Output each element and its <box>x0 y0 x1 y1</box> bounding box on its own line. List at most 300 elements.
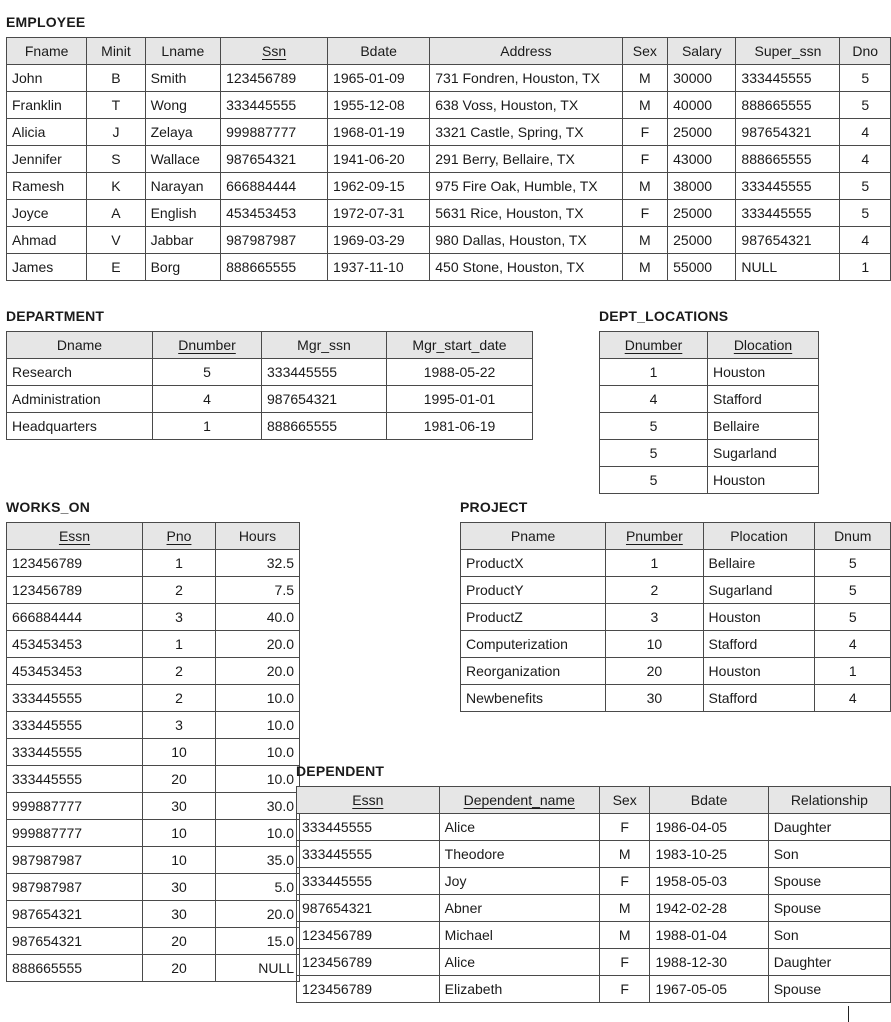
employee-cell-salary: 43000 <box>668 146 736 173</box>
employee-cell-lname: Zelaya <box>145 119 221 146</box>
project-cell-plocation: Stafford <box>703 685 815 712</box>
works-on-cell-hours: 10.0 <box>216 820 300 847</box>
dept-locations-cell-dlocation: Sugarland <box>708 440 819 467</box>
employee-cell-address: 5631 Rice, Houston, TX <box>430 200 622 227</box>
department-row <box>7 386 533 413</box>
department-cell-mgr-ssn: 987654321 <box>262 386 387 413</box>
project-table <box>460 522 891 712</box>
project-cell-plocation: Stafford <box>703 631 815 658</box>
employee-col-lname <box>145 38 221 65</box>
employee-cell-dno: 1 <box>840 254 891 281</box>
works-on-cell-hours: 10.0 <box>216 712 300 739</box>
works-on-cell-pno: 30 <box>143 901 216 928</box>
employee-cell-salary: 25000 <box>668 227 736 254</box>
dept-locations-cell-dlocation: Bellaire <box>708 413 819 440</box>
dependent-cell-essn: 333445555 <box>297 841 440 868</box>
works-on-cell-essn: 987987987 <box>7 847 143 874</box>
employee-cell-salary: 25000 <box>668 200 736 227</box>
dept-locations-table <box>599 331 819 494</box>
employee-row <box>7 227 891 254</box>
project-cell-pnumber: 2 <box>606 577 703 604</box>
employee-cell-fname: James <box>7 254 87 281</box>
project-row <box>461 604 891 631</box>
department-row <box>7 359 533 386</box>
employee-cell-fname: Jennifer <box>7 146 87 173</box>
project-cell-pname: ProductX <box>461 550 606 577</box>
project-cell-pname: ProductY <box>461 577 606 604</box>
employee-col-label: Sex <box>632 43 657 59</box>
project-cell-plocation: Sugarland <box>703 577 815 604</box>
dept-locations-cell-dlocation: Stafford <box>708 386 819 413</box>
employee-cell-fname: John <box>7 65 87 92</box>
dept-locations-cell-dnumber: 1 <box>600 359 708 386</box>
works-on-row <box>7 955 300 982</box>
employee-cell-sex: M <box>622 227 668 254</box>
corner-mark <box>848 1006 849 1022</box>
employee-cell-minit: S <box>87 146 145 173</box>
employee-cell-ssn: 888665555 <box>221 254 328 281</box>
project-cell-plocation: Houston <box>703 658 815 685</box>
employee-cell-bdate: 1937-11-10 <box>328 254 430 281</box>
employee-col-label: Dno <box>852 43 879 59</box>
employee-cell-dno: 4 <box>840 146 891 173</box>
employee-cell-lname: English <box>145 200 221 227</box>
works-on-row <box>7 874 300 901</box>
employee-col-super-ssn <box>736 38 840 65</box>
employee-col-fname <box>7 38 87 65</box>
employee-cell-super-ssn: 987654321 <box>736 119 840 146</box>
project-cell-plocation: Houston <box>703 604 815 631</box>
works-on-col-hours <box>216 523 300 550</box>
dept-locations-cell-dlocation: Houston <box>708 359 819 386</box>
employee-col-label: Fname <box>24 43 69 59</box>
employee-cell-minit: V <box>87 227 145 254</box>
dependent-row <box>297 976 891 1003</box>
works-on-cell-hours: 5.0 <box>216 874 300 901</box>
works-on-row <box>7 712 300 739</box>
dependent-cell-sex: F <box>599 949 650 976</box>
employee-col-dno <box>840 38 891 65</box>
employee-cell-sex: M <box>622 92 668 119</box>
project-cell-pname: Computerization <box>461 631 606 658</box>
dependent-cell-essn: 987654321 <box>297 895 440 922</box>
dependent-cell-dependent-name: Theodore <box>439 841 599 868</box>
employee-col-label: Lname <box>161 43 205 59</box>
works-on-cell-essn: 453453453 <box>7 658 143 685</box>
employee-cell-salary: 30000 <box>668 65 736 92</box>
works-on-cell-hours: 35.0 <box>216 847 300 874</box>
employee-cell-sex: F <box>622 146 668 173</box>
works-on-cell-essn: 123456789 <box>7 550 143 577</box>
dependent-cell-bdate: 1988-12-30 <box>650 949 768 976</box>
employee-cell-bdate: 1969-03-29 <box>328 227 430 254</box>
works-on-cell-essn: 123456789 <box>7 577 143 604</box>
employee-row <box>7 92 891 119</box>
project-cell-pname: Newbenefits <box>461 685 606 712</box>
employee-cell-address: 980 Dallas, Houston, TX <box>430 227 622 254</box>
department-col-dnumber <box>153 332 262 359</box>
works-on-cell-hours: 20.0 <box>216 631 300 658</box>
department-col-mgr-ssn <box>262 332 387 359</box>
employee-cell-address: 450 Stone, Houston, TX <box>430 254 622 281</box>
dependent-cell-relationship: Spouse <box>768 976 890 1003</box>
works-on-table <box>6 522 300 982</box>
employee-cell-lname: Wong <box>145 92 221 119</box>
employee-cell-dno: 5 <box>840 200 891 227</box>
works-on-row <box>7 604 300 631</box>
employee-row <box>7 65 891 92</box>
department-row <box>7 413 533 440</box>
dependent-row <box>297 868 891 895</box>
works-on-cell-pno: 10 <box>143 847 216 874</box>
works-on-cell-hours: 40.0 <box>216 604 300 631</box>
employee-row <box>7 254 891 281</box>
works-on-row <box>7 658 300 685</box>
works-on-row <box>7 631 300 658</box>
employee-cell-bdate: 1962-09-15 <box>328 173 430 200</box>
dept-locations-row <box>600 359 819 386</box>
works-on-cell-essn: 333445555 <box>7 685 143 712</box>
department-cell-mgr-ssn: 888665555 <box>262 413 387 440</box>
dependent-col-label: Dependent_name <box>463 792 575 808</box>
employee-header-row <box>7 38 891 65</box>
dependent-cell-relationship: Son <box>768 922 890 949</box>
employee-cell-super-ssn: 987654321 <box>736 227 840 254</box>
employee-cell-sex: M <box>622 65 668 92</box>
employee-cell-address: 975 Fire Oak, Humble, TX <box>430 173 622 200</box>
project-cell-dnum: 4 <box>815 631 891 658</box>
works-on-cell-essn: 453453453 <box>7 631 143 658</box>
works-on-row <box>7 928 300 955</box>
works-on-title: WORKS_ON <box>6 499 91 515</box>
employee-cell-dno: 5 <box>840 173 891 200</box>
works-on-row <box>7 820 300 847</box>
employee-cell-salary: 25000 <box>668 119 736 146</box>
employee-cell-ssn: 999887777 <box>221 119 328 146</box>
project-row <box>461 577 891 604</box>
works-on-col-label: Pno <box>166 528 192 544</box>
project-col-pname <box>461 523 606 550</box>
employee-cell-address: 731 Fondren, Houston, TX <box>430 65 622 92</box>
dependent-row <box>297 922 891 949</box>
employee-col-ssn <box>221 38 328 65</box>
dependent-cell-relationship: Spouse <box>768 895 890 922</box>
dependent-cell-dependent-name: Joy <box>439 868 599 895</box>
department-cell-dnumber: 1 <box>153 413 262 440</box>
works-on-cell-essn: 333445555 <box>7 739 143 766</box>
employee-cell-super-ssn: 888665555 <box>736 92 840 119</box>
dept-locations-row <box>600 440 819 467</box>
project-cell-dnum: 5 <box>815 550 891 577</box>
dept-locations-col-dnumber <box>600 332 708 359</box>
works-on-row <box>7 847 300 874</box>
works-on-cell-pno: 2 <box>143 658 216 685</box>
employee-col-label: Bdate <box>360 43 397 59</box>
project-col-dnum <box>815 523 891 550</box>
employee-cell-ssn: 333445555 <box>221 92 328 119</box>
employee-cell-bdate: 1955-12-08 <box>328 92 430 119</box>
department-col-label: Dname <box>56 337 103 353</box>
employee-row <box>7 173 891 200</box>
employee-col-label: Super_ssn <box>754 43 822 59</box>
dept-locations-cell-dnumber: 4 <box>600 386 708 413</box>
employee-cell-minit: T <box>87 92 145 119</box>
dependent-col-label: Relationship <box>790 792 868 808</box>
dependent-col-bdate <box>650 787 768 814</box>
department-col-mgr-start-date <box>387 332 533 359</box>
employee-col-label: Minit <box>101 43 131 59</box>
dependent-cell-essn: 333445555 <box>297 868 440 895</box>
dependent-col-dependent-name <box>439 787 599 814</box>
department-cell-mgr-ssn: 333445555 <box>262 359 387 386</box>
employee-cell-ssn: 666884444 <box>221 173 328 200</box>
department-cell-dname: Research <box>7 359 153 386</box>
department-cell-dnumber: 5 <box>153 359 262 386</box>
employee-col-label: Address <box>500 43 552 59</box>
project-cell-dnum: 1 <box>815 658 891 685</box>
department-cell-dname: Administration <box>7 386 153 413</box>
dependent-cell-essn: 123456789 <box>297 922 440 949</box>
dept-locations-cell-dnumber: 5 <box>600 440 708 467</box>
employee-cell-address: 3321 Castle, Spring, TX <box>430 119 622 146</box>
employee-cell-fname: Franklin <box>7 92 87 119</box>
employee-cell-bdate: 1972-07-31 <box>328 200 430 227</box>
works-on-cell-pno: 2 <box>143 685 216 712</box>
department-title: DEPARTMENT <box>6 308 105 324</box>
employee-cell-minit: A <box>87 200 145 227</box>
employee-cell-fname: Alicia <box>7 119 87 146</box>
project-title: PROJECT <box>460 499 528 515</box>
works-on-row <box>7 793 300 820</box>
employee-cell-salary: 55000 <box>668 254 736 281</box>
department-cell-dnumber: 4 <box>153 386 262 413</box>
dept-locations-row <box>600 386 819 413</box>
department-col-dname <box>7 332 153 359</box>
project-cell-dnum: 4 <box>815 685 891 712</box>
works-on-cell-essn: 987987987 <box>7 874 143 901</box>
project-header-row <box>461 523 891 550</box>
dependent-col-label: Bdate <box>690 792 728 808</box>
department-header-row <box>7 332 533 359</box>
employee-cell-dno: 4 <box>840 227 891 254</box>
dependent-cell-sex: M <box>599 841 650 868</box>
dependent-cell-essn: 333445555 <box>297 814 440 841</box>
project-cell-pnumber: 1 <box>606 550 703 577</box>
dependent-cell-sex: F <box>599 976 650 1003</box>
project-cell-pnumber: 20 <box>606 658 703 685</box>
works-on-cell-hours: 32.5 <box>216 550 300 577</box>
department-col-label: Mgr_ssn <box>297 337 351 353</box>
works-on-cell-pno: 10 <box>143 739 216 766</box>
works-on-row <box>7 901 300 928</box>
employee-cell-ssn: 987987987 <box>221 227 328 254</box>
works-on-cell-essn: 987654321 <box>7 928 143 955</box>
works-on-cell-hours: NULL <box>216 955 300 982</box>
works-on-cell-pno: 20 <box>143 955 216 982</box>
works-on-row <box>7 550 300 577</box>
dependent-cell-essn: 123456789 <box>297 976 440 1003</box>
employee-col-label: Ssn <box>262 43 287 59</box>
dept-locations-col-label: Dnumber <box>624 337 683 353</box>
employee-cell-bdate: 1968-01-19 <box>328 119 430 146</box>
dependent-title: DEPENDENT <box>296 763 385 779</box>
dept-locations-header-row <box>600 332 819 359</box>
project-cell-pnumber: 10 <box>606 631 703 658</box>
department-table <box>6 331 533 440</box>
dept-locations-cell-dnumber: 5 <box>600 413 708 440</box>
employee-cell-sex: F <box>622 200 668 227</box>
dependent-cell-dependent-name: Abner <box>439 895 599 922</box>
works-on-cell-essn: 666884444 <box>7 604 143 631</box>
works-on-cell-pno: 30 <box>143 874 216 901</box>
works-on-col-pno <box>143 523 216 550</box>
employee-row <box>7 200 891 227</box>
project-row <box>461 631 891 658</box>
works-on-cell-hours: 15.0 <box>216 928 300 955</box>
dependent-col-sex <box>599 787 650 814</box>
employee-cell-lname: Smith <box>145 65 221 92</box>
employee-cell-fname: Joyce <box>7 200 87 227</box>
works-on-col-label: Hours <box>238 528 277 544</box>
works-on-cell-essn: 333445555 <box>7 712 143 739</box>
dept-locations-row <box>600 413 819 440</box>
works-on-cell-essn: 333445555 <box>7 766 143 793</box>
works-on-header-row <box>7 523 300 550</box>
employee-cell-fname: Ahmad <box>7 227 87 254</box>
works-on-cell-pno: 20 <box>143 766 216 793</box>
dependent-cell-bdate: 1958-05-03 <box>650 868 768 895</box>
employee-cell-minit: B <box>87 65 145 92</box>
dependent-row <box>297 949 891 976</box>
employee-cell-lname: Narayan <box>145 173 221 200</box>
dept-locations-cell-dnumber: 5 <box>600 467 708 494</box>
employee-cell-minit: K <box>87 173 145 200</box>
employee-col-label: Salary <box>681 43 722 59</box>
project-col-plocation <box>703 523 815 550</box>
dependent-col-label: Essn <box>352 792 384 808</box>
dependent-cell-sex: M <box>599 895 650 922</box>
dependent-cell-dependent-name: Elizabeth <box>439 976 599 1003</box>
employee-title: EMPLOYEE <box>6 14 86 30</box>
department-cell-mgr-start-date: 1988-05-22 <box>387 359 533 386</box>
employee-col-bdate <box>328 38 430 65</box>
employee-cell-super-ssn: 333445555 <box>736 200 840 227</box>
employee-cell-fname: Ramesh <box>7 173 87 200</box>
employee-cell-minit: E <box>87 254 145 281</box>
works-on-cell-essn: 987654321 <box>7 901 143 928</box>
department-col-label: Mgr_start_date <box>412 337 507 353</box>
dependent-col-relationship <box>768 787 890 814</box>
works-on-row <box>7 766 300 793</box>
dept-locations-row <box>600 467 819 494</box>
dependent-row <box>297 841 891 868</box>
dependent-cell-relationship: Daughter <box>768 814 890 841</box>
employee-cell-lname: Borg <box>145 254 221 281</box>
dependent-cell-relationship: Son <box>768 841 890 868</box>
employee-cell-super-ssn: 333445555 <box>736 65 840 92</box>
project-col-label: Dnum <box>834 528 872 544</box>
employee-cell-ssn: 987654321 <box>221 146 328 173</box>
dept-locations-col-label: Dlocation <box>733 337 793 353</box>
department-cell-dname: Headquarters <box>7 413 153 440</box>
project-cell-plocation: Bellaire <box>703 550 815 577</box>
employee-cell-minit: J <box>87 119 145 146</box>
works-on-cell-pno: 10 <box>143 820 216 847</box>
employee-col-minit <box>87 38 145 65</box>
dependent-cell-relationship: Spouse <box>768 868 890 895</box>
dependent-header-row <box>297 787 891 814</box>
department-cell-mgr-start-date: 1995-01-01 <box>387 386 533 413</box>
employee-col-address <box>430 38 622 65</box>
employee-table <box>6 37 891 281</box>
employee-cell-super-ssn: NULL <box>736 254 840 281</box>
works-on-cell-hours: 10.0 <box>216 739 300 766</box>
dependent-col-essn <box>297 787 440 814</box>
dependent-cell-dependent-name: Michael <box>439 922 599 949</box>
employee-col-salary <box>668 38 736 65</box>
works-on-cell-pno: 1 <box>143 631 216 658</box>
dependent-cell-bdate: 1986-04-05 <box>650 814 768 841</box>
works-on-cell-hours: 10.0 <box>216 685 300 712</box>
dept-locations-title: DEPT_LOCATIONS <box>599 308 729 324</box>
works-on-row <box>7 739 300 766</box>
employee-cell-lname: Wallace <box>145 146 221 173</box>
works-on-cell-hours: 20.0 <box>216 658 300 685</box>
works-on-cell-pno: 30 <box>143 793 216 820</box>
project-row <box>461 658 891 685</box>
dependent-cell-sex: M <box>599 922 650 949</box>
dependent-cell-bdate: 1983-10-25 <box>650 841 768 868</box>
works-on-cell-pno: 2 <box>143 577 216 604</box>
project-col-pnumber <box>606 523 703 550</box>
department-cell-mgr-start-date: 1981-06-19 <box>387 413 533 440</box>
dependent-cell-sex: F <box>599 868 650 895</box>
dependent-row <box>297 814 891 841</box>
dependent-row <box>297 895 891 922</box>
dept-locations-col-dlocation <box>708 332 819 359</box>
employee-cell-super-ssn: 888665555 <box>736 146 840 173</box>
employee-cell-dno: 5 <box>840 65 891 92</box>
dependent-cell-bdate: 1988-01-04 <box>650 922 768 949</box>
project-row <box>461 685 891 712</box>
works-on-col-essn <box>7 523 143 550</box>
works-on-cell-hours: 30.0 <box>216 793 300 820</box>
employee-cell-sex: M <box>622 254 668 281</box>
dependent-cell-bdate: 1967-05-05 <box>650 976 768 1003</box>
works-on-cell-hours: 20.0 <box>216 901 300 928</box>
project-cell-dnum: 5 <box>815 604 891 631</box>
dept-locations-cell-dlocation: Houston <box>708 467 819 494</box>
works-on-cell-essn: 999887777 <box>7 793 143 820</box>
works-on-cell-pno: 3 <box>143 604 216 631</box>
employee-cell-address: 291 Berry, Bellaire, TX <box>430 146 622 173</box>
works-on-row <box>7 685 300 712</box>
employee-col-sex <box>622 38 668 65</box>
dependent-cell-dependent-name: Alice <box>439 814 599 841</box>
project-col-label: Pname <box>510 528 556 544</box>
employee-cell-salary: 40000 <box>668 92 736 119</box>
dependent-col-label: Sex <box>612 792 637 808</box>
employee-cell-ssn: 453453453 <box>221 200 328 227</box>
works-on-cell-pno: 3 <box>143 712 216 739</box>
works-on-col-label: Essn <box>58 528 91 544</box>
employee-cell-sex: F <box>622 119 668 146</box>
employee-row <box>7 146 891 173</box>
project-cell-pnumber: 30 <box>606 685 703 712</box>
works-on-cell-essn: 999887777 <box>7 820 143 847</box>
project-cell-dnum: 5 <box>815 577 891 604</box>
dependent-cell-essn: 123456789 <box>297 949 440 976</box>
